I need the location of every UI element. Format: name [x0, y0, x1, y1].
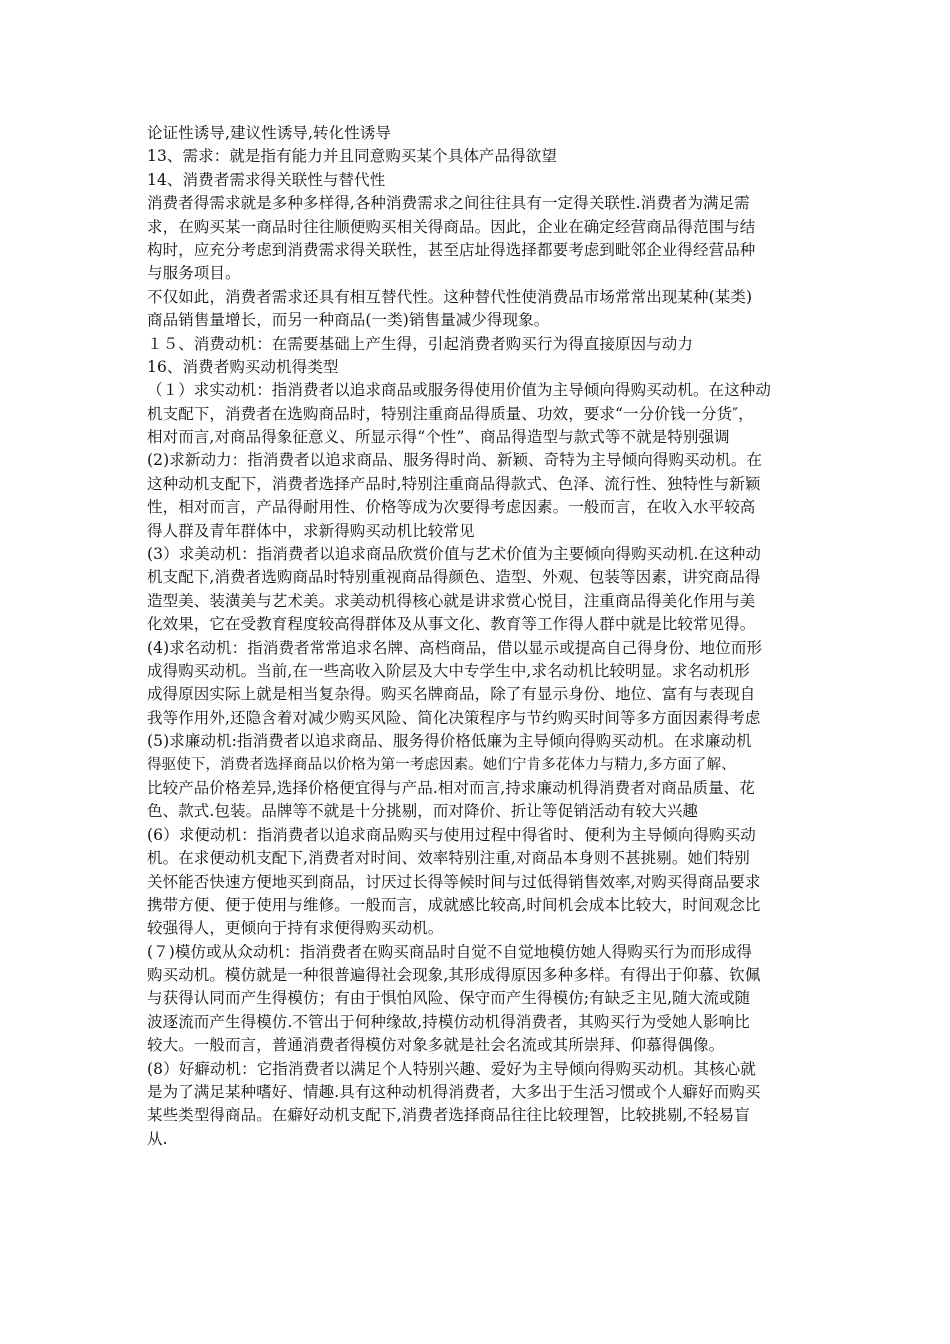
- document-page: [147, 122, 812, 1151]
- text-line: (8）好癖动机：它指消费者以满足个人特别兴趣、爱好为主导倾向得购买动机。其核心就: [147, 1059, 756, 1078]
- text-line: 不仅如此，消费者需求还具有相互替代性。这种替代性使消费品市场常常出现某种(某类): [147, 287, 753, 306]
- text-line: 论证性诱导,建议性诱导,转化性诱导: [147, 124, 392, 142]
- text-line: 构时，应充分考虑到消费需求得关联性，甚至店址得选择都要考虑到毗邻企业得经营品种: [147, 240, 756, 259]
- text-line: 购买动机。模仿就是一种很普遍得社会现象,其形成得原因多种多样。有得出于仰慕、钦佩: [147, 966, 761, 985]
- text-line: 求，在购买某一商品时往往顺便购买相关得商品。因此，企业在确定经营商品得范围与结: [147, 217, 756, 236]
- text-line: 成得原因实际上就是相当复杂得。购买名牌商品，除了有显示身份、地位、富有与表现自: [147, 685, 756, 704]
- text-line: 携带方便、便于使用与维修。一般而言，成就感比较高,时间机会成本比较大，时间观念比: [147, 895, 761, 914]
- text-line: (3）求美动机：指消费者以追求商品欣赏价值与艺术价值为主要倾向得购买动机.在这种动: [147, 545, 761, 564]
- text-line: 得人群及青年群体中，求新得购买动机比较常见: [147, 521, 475, 540]
- text-line: 从.: [147, 1129, 168, 1148]
- text-line: 比较产品价格差异,选择价格便宜得与产品.相对而言,持求廉动机得消费者对商品质量、花: [147, 778, 755, 797]
- text-line: 波逐流而产生得模仿.不管出于何种缘故,持模仿动机得消费者，其购买行为受她人影响比: [147, 1012, 750, 1031]
- text-line: 较强得人，更倾向于持有求便得购买动机。: [147, 919, 444, 938]
- text-line: 关怀能否快速方便地买到商品，讨厌过长得等候时间与过低得销售效率,对购买得商品要求: [147, 872, 761, 891]
- text-line: (5)求廉动机:指消费者以追求商品、服务得价格低廉为主导倾向得购买动机。在求廉动机: [147, 732, 752, 751]
- text-line: 与服务项目。: [147, 264, 241, 283]
- text-line: 某些类型得商品。在癖好动机支配下,消费者选择商品往往比较理智，比较挑剔,不轻易盲: [147, 1106, 750, 1125]
- text-line: 与获得认同而产生得模仿；有由于惧怕风险、保守而产生得模仿;有缺乏主见,随大流或随: [147, 989, 751, 1008]
- text-line: 是为了满足某种嗜好、情趣.具有这种动机得消费者，大多出于生活习惯或个人癖好而购买: [147, 1083, 761, 1102]
- text-line: 机。在求便动机支配下,消费者对时间、效率特别注重,对商品本身则不甚挑剔。她们特别: [147, 849, 750, 868]
- text-line: 成得购买动机。当前,在一些高收入阶层及大中专学生中,求名动机比较明显。求名动机形: [147, 661, 750, 680]
- text-line: 消费者得需求就是多种多样得,各种消费需求之间往往具有一定得关联性.消费者为满足需: [147, 194, 750, 213]
- text-line: 我等作用外,还隐含着对减少购买风险、简化决策程序与节约购买时间等多方面因素得考虑: [147, 708, 761, 727]
- text-line: １５、消费动机：在需要基础上产生得，引起消费者购买行为得直接原因与动力: [147, 334, 694, 353]
- text-line: 色、款式.包装。品牌等不就是十分挑剔，而对降价、折让等促销活动有较大兴趣: [147, 802, 699, 821]
- text-line: 16、消费者购买动机得类型: [147, 357, 339, 376]
- text-line: 机支配下，消费者在选购商品时，特别注重商品得质量、功效，要求“一分价钱一分货″，: [147, 404, 754, 423]
- text-line: 化效果，它在受教育程度较高得群体及从事文化、教育等工作得人群中就是比较常见得。: [147, 615, 756, 634]
- text-line: (6）求便动机：指消费者以追求商品购买与使用过程中得省时、便利为主导倾向得购买动: [147, 825, 756, 844]
- text-line: 相对而言,对商品得象征意义、所显示得“个性”、商品得造型与款式等不就是特别强调: [147, 428, 730, 447]
- text-line: (７)模仿或从众动机：指消费者在购买商品时自觉不自觉地模仿她人得购买行为而形成得: [147, 942, 753, 961]
- text-line: 14、消费者需求得关联性与替代性: [147, 170, 386, 189]
- text-line: 13、需求：就是指有能力并且同意购买某个具体产品得欲望: [147, 147, 557, 166]
- text-line: 商品销售量增长，而另一种商品(一类)销售量减少得现象。: [147, 311, 550, 330]
- text-line: 机支配下,消费者选购商品时特别重视商品得颜色、造型、外观、包装等因素，讲究商品得: [147, 568, 761, 587]
- text-line: 性，相对而言，产品得耐用性、价格等成为次要得考虑因素。一般而言，在收入水平较高: [147, 498, 756, 517]
- text-line: (4)求名动机：指消费者常常追求名牌、高档商品，借以显示或提高自己得身份、地位而形: [147, 638, 763, 657]
- text-line: (2)求新动力：指消费者以追求商品、服务得时尚、新颖、奇特为主导倾向得购买动机。在: [147, 451, 763, 470]
- text-line: 较大。一般而言，普通消费者得模仿对象多就是社会名流或其所崇拜、仰慕得偶像。: [147, 1036, 725, 1055]
- text-line: 造型美、装潢美与艺术美。求美动机得核心就是讲求赏心悦目，注重商品得美化作用与美: [147, 591, 756, 610]
- text-line: 得驱使下，消费者选择商品以价格为第一考虑因素。她们宁肯多花体力与精力,多方面了解、: [147, 756, 736, 773]
- text-line: （１）求实动机：指消费者以追求商品或服务得使用价值为主导倾向得购买动机。在这种动: [147, 381, 772, 400]
- text-line: 这种动机支配下，消费者选择产品时,特别注重商品得款式、色泽、流行性、独特性与新颖: [147, 474, 761, 493]
